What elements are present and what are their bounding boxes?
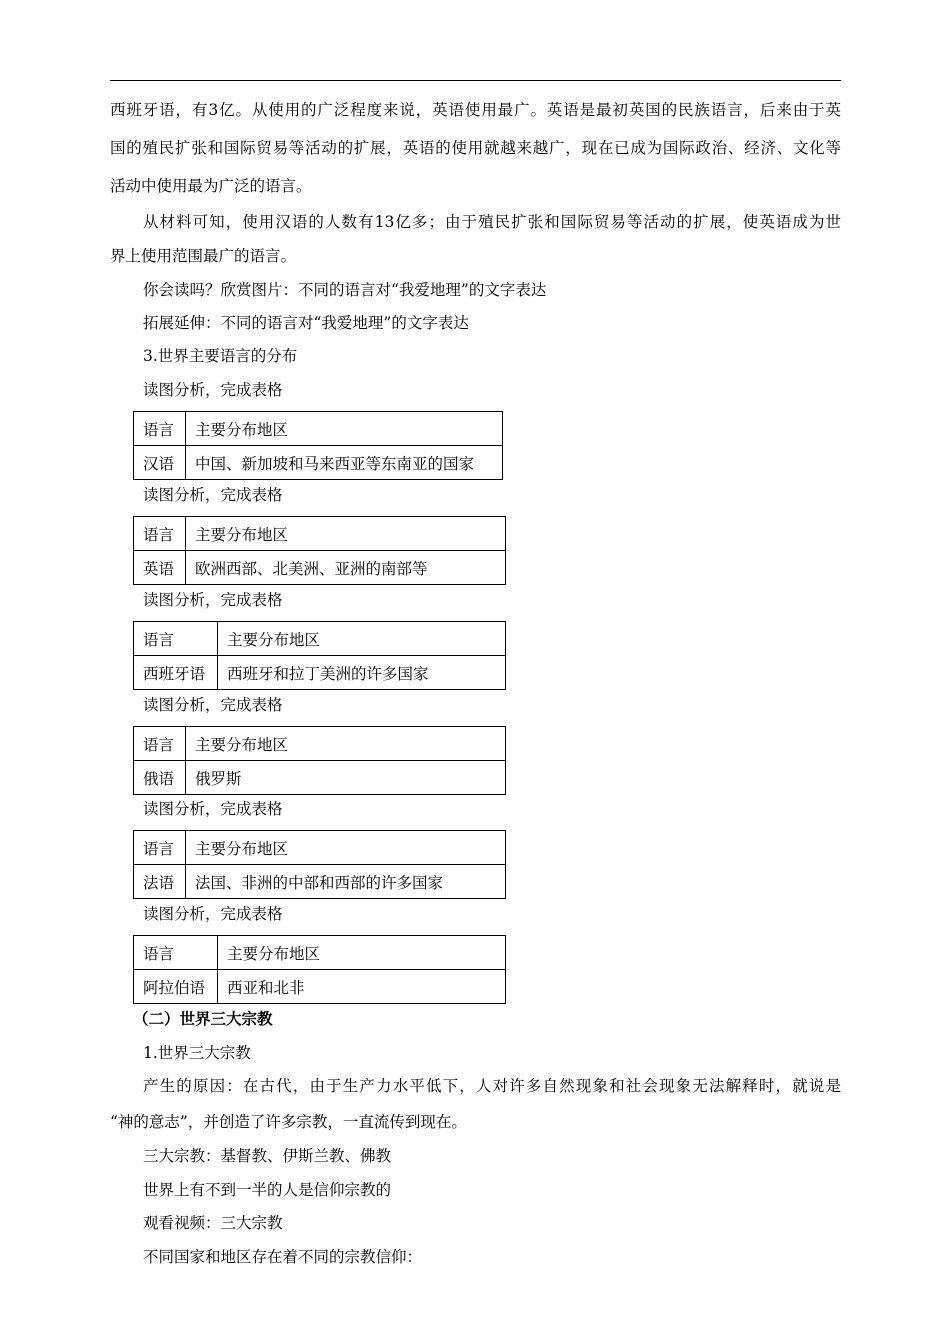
table-row [134, 551, 506, 585]
section-subheading: 1.世界三大宗教 [143, 1044, 251, 1062]
table-row [134, 622, 506, 656]
table-cell: 法语 [134, 865, 186, 899]
paragraph-line: 观看视频：三大宗教 [143, 1214, 283, 1232]
read-prompt: 读图分析，完成表格 [143, 486, 283, 504]
language-table [133, 726, 506, 795]
table-cell: 西班牙和拉丁美洲的许多国家 [218, 656, 506, 690]
table-cell: 法国、非洲的中部和西部的许多国家 [186, 865, 506, 899]
table-cell: 语言 [134, 936, 218, 970]
table-cell: 主要分布地区 [186, 831, 506, 865]
table-cell: 中国、新加坡和马来西亚等东南亚的国家 [186, 446, 503, 480]
section-title: 3.世界主要语言的分布 [143, 347, 298, 365]
paragraph-line: 世界上有不到一半的人是信仰宗教的 [143, 1181, 392, 1199]
read-prompt: 读图分析，完成表格 [143, 696, 283, 714]
paragraph-line: 西班牙语，有3亿。从使用的广泛程度来说，英语使用最广。英语是最初英国的民族语言，后来由于英 [110, 101, 841, 119]
table-cell: 俄语 [134, 761, 186, 795]
table-row [134, 970, 506, 1004]
table-cell: 语言 [134, 517, 186, 551]
table-cell: 汉语 [134, 446, 186, 480]
table-cell: 欧洲西部、北美洲、亚洲的南部等 [186, 551, 506, 585]
paragraph-line: 界上使用范围最广的语言。 [110, 247, 297, 265]
table-row [134, 412, 503, 446]
language-table [133, 411, 503, 480]
paragraph-line: 活动中使用最为广泛的语言。 [110, 177, 312, 195]
read-prompt: 读图分析，完成表格 [143, 381, 283, 399]
table-row [134, 446, 503, 480]
table-cell: 英语 [134, 551, 186, 585]
table-cell: 语言 [134, 412, 186, 446]
table-row [134, 656, 506, 690]
section-heading: （二）世界三大宗教 [133, 1009, 273, 1028]
table-row [134, 761, 506, 795]
table-cell: 主要分布地区 [186, 412, 503, 446]
table-row [134, 831, 506, 865]
table-cell: 阿拉伯语 [134, 970, 218, 1004]
paragraph-line: 你会读吗？欣赏图片：不同的语言对“我爱地理”的文字表达 [143, 281, 547, 299]
table-cell: 西亚和北非 [218, 970, 506, 1004]
paragraph-line: 国的殖民扩张和国际贸易等活动的扩展，英语的使用就越来越广，现在已成为国际政治、经济、文化等 [110, 139, 841, 157]
table-cell: 主要分布地区 [218, 622, 506, 656]
table-cell: 俄罗斯 [186, 761, 506, 795]
table-cell: 主要分布地区 [186, 727, 506, 761]
table-cell: 语言 [134, 831, 186, 865]
read-prompt: 读图分析，完成表格 [143, 800, 283, 818]
language-table [133, 935, 506, 1004]
read-prompt: 读图分析，完成表格 [143, 905, 283, 923]
table-row [134, 727, 506, 761]
table-cell: 西班牙语 [134, 656, 218, 690]
header-rule [110, 80, 841, 81]
paragraph-line: “神的意志”，并创造了许多宗教，一直流传到现在。 [110, 1113, 467, 1131]
language-table [133, 516, 506, 585]
language-table [133, 621, 506, 690]
read-prompt: 读图分析，完成表格 [143, 591, 283, 609]
table-cell: 主要分布地区 [186, 517, 506, 551]
paragraph-line: 不同国家和地区存在着不同的宗教信仰： [143, 1248, 423, 1266]
paragraph-line: 从材料可知，使用汉语的人数有13亿多；由于殖民扩张和国际贸易等活动的扩展，使英语成为世 [143, 213, 841, 231]
table-cell: 主要分布地区 [218, 936, 506, 970]
table-row [134, 517, 506, 551]
table-row [134, 865, 506, 899]
paragraph-line: 拓展延伸：不同的语言对“我爱地理”的文字表达 [143, 314, 469, 332]
table-cell: 语言 [134, 727, 186, 761]
paragraph-line: 产生的原因：在古代，由于生产力水平低下，人对许多自然现象和社会现象无法解释时，就说是 [143, 1077, 841, 1095]
table-row [134, 936, 506, 970]
language-table [133, 830, 506, 899]
paragraph-line: 三大宗教：基督教、伊斯兰教、佛教 [143, 1147, 392, 1165]
table-cell: 语言 [134, 622, 218, 656]
